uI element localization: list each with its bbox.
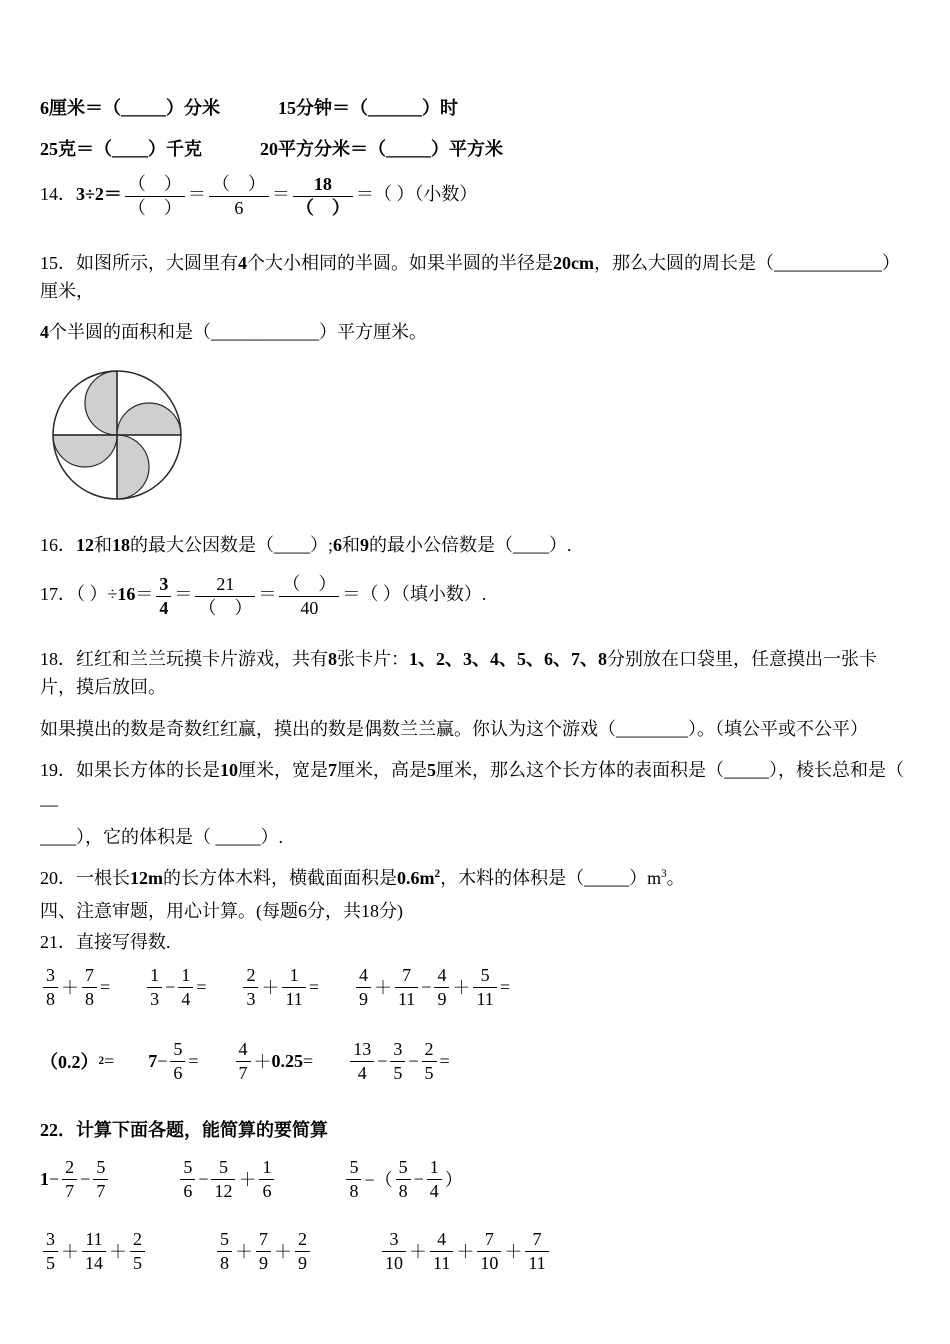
text-segment: ＝（ ）（小数） <box>355 184 478 205</box>
text-segment: 15分钟＝（______）时 <box>278 98 458 118</box>
text-segment: 分别放在口袋里，任意摸出一张卡片，摸后放回。 <box>40 649 877 697</box>
fraction-numerator: 3 <box>43 964 58 988</box>
fraction <box>293 173 353 219</box>
fraction-denominator: 10 <box>385 1252 403 1273</box>
fraction-denominator: （ ） <box>198 597 253 618</box>
text-segment: 6厘米＝（_____）分米 <box>40 98 220 118</box>
q15-line2 <box>40 318 912 346</box>
fraction-denominator: 14 <box>85 1252 103 1273</box>
q18-line1 <box>40 645 912 701</box>
fraction-denominator: 7 <box>96 1180 106 1201</box>
fraction-numerator: 2 <box>295 1228 310 1252</box>
text-segment: 25克＝（____）千克 <box>40 139 202 159</box>
fraction <box>422 1038 437 1084</box>
text-segment: = <box>439 1050 450 1071</box>
text-segment: 12m <box>130 868 163 888</box>
text-segment: ＝ <box>271 184 290 205</box>
fraction-numerator: 18 <box>293 173 353 197</box>
fraction <box>434 964 449 1010</box>
fraction <box>350 1038 374 1084</box>
fraction-denominator: 11 <box>433 1252 451 1273</box>
superscript: 2 <box>98 1055 105 1067</box>
text-segment: = <box>308 976 319 997</box>
text-segment: − <box>80 1168 91 1189</box>
fraction-denominator: 8 <box>398 1180 408 1201</box>
text-segment: ＋ <box>61 1242 79 1262</box>
superscript: 2 <box>434 868 441 880</box>
fraction <box>217 1228 232 1274</box>
text-segment: 如果摸出的数是奇数红红赢，摸出的数是偶数兰兰赢。你认为这个游戏（________）。（填公平或不公平） <box>40 719 868 739</box>
q20 <box>40 860 912 892</box>
q22-row1 <box>40 1156 912 1202</box>
fraction-denominator: 7 <box>238 1062 248 1083</box>
fraction-numerator: 5 <box>217 1228 232 1252</box>
superscript: 3 <box>661 868 667 880</box>
fraction-numerator: 2 <box>422 1038 437 1062</box>
conv-line-1 <box>40 94 912 122</box>
fraction-numerator: 3 <box>390 1038 405 1062</box>
fraction-denominator: 11 <box>528 1252 546 1273</box>
text-segment: 。 <box>666 868 685 888</box>
fraction-denominator: 11 <box>476 988 494 1009</box>
fraction-numerator: 1 <box>427 1156 442 1180</box>
text-segment: = <box>303 1050 314 1071</box>
fraction <box>43 964 58 1010</box>
text-segment: ，木料的体积是（_____）m <box>440 868 662 888</box>
text-segment: 厘米，那么这个长方体的表面积是（_____），棱长总和是（ __ <box>40 760 904 808</box>
fraction-denominator: 8 <box>46 988 55 1009</box>
fraction <box>473 964 496 1010</box>
text-segment: 10 <box>220 760 238 780</box>
text-segment: 8 <box>328 649 337 669</box>
q22-label <box>40 1116 912 1144</box>
text-segment: 7 <box>148 1050 158 1071</box>
fraction-denominator: 9 <box>298 1252 307 1273</box>
fraction-denominator: 5 <box>393 1062 403 1083</box>
fraction <box>243 964 258 1010</box>
text-segment: ＋ <box>409 1242 427 1262</box>
fraction-numerator: 4 <box>434 964 449 988</box>
fraction-denominator: 5 <box>424 1062 434 1083</box>
text-segment: 5 <box>427 760 436 780</box>
text-segment: 7 <box>328 760 337 780</box>
q17 <box>40 573 912 619</box>
text-segment: − <box>421 976 432 997</box>
fraction <box>43 1228 58 1274</box>
text-segment: 16 <box>117 584 136 605</box>
text-segment: 和 <box>342 535 361 555</box>
fraction-numerator: 1 <box>147 964 162 988</box>
text-segment: 的最小公倍数是（____）. <box>369 535 572 555</box>
text-segment: ＋ <box>238 1170 257 1190</box>
text-segment: 4 <box>40 322 49 342</box>
fraction <box>125 173 185 219</box>
text-segment: ____），它的体积是（ _____）. <box>40 827 283 847</box>
fraction-numerator: 3 <box>382 1228 406 1252</box>
fraction-denominator: 5 <box>46 1252 55 1273</box>
fraction-numerator: 2 <box>62 1156 77 1180</box>
pinwheel-circle-diagram <box>46 364 188 506</box>
fraction <box>525 1228 548 1274</box>
text-segment: 的最大公因数是（____）; <box>130 535 334 555</box>
fraction-denominator: 9 <box>259 1252 268 1273</box>
fraction-numerator: （ ） <box>209 173 269 197</box>
text-segment: 1 <box>40 1168 49 1189</box>
text-segment: ＝（ ）（填小数）. <box>342 584 487 605</box>
text-segment: ，那么大圆的周长是（____________）厘米， <box>40 253 900 301</box>
fraction-numerator: 5 <box>346 1156 361 1180</box>
text-segment: 的长方体木料，横截面面积是 <box>163 868 397 888</box>
fraction-numerator: 2 <box>130 1228 145 1252</box>
fraction <box>279 573 339 619</box>
fraction <box>130 1228 145 1274</box>
q21-label <box>40 928 912 956</box>
math-expression <box>148 1038 198 1084</box>
text-segment: ＋ <box>504 1242 523 1262</box>
text-segment: 厘米，高是 <box>337 760 427 780</box>
text-segment: − <box>408 1050 419 1071</box>
fraction <box>356 964 371 1010</box>
text-segment: − <box>198 1168 209 1189</box>
text-segment: 22．计算下面各题，能简算的要简算 <box>40 1120 328 1140</box>
fraction-denominator: 6 <box>262 1180 272 1201</box>
fraction <box>170 1038 185 1084</box>
fraction-numerator: 3 <box>43 1228 58 1252</box>
fraction-numerator: 4 <box>356 964 371 988</box>
pinwheel-figure <box>46 364 912 511</box>
fraction-numerator: （ ） <box>125 173 185 197</box>
text-segment: ＋ <box>61 978 79 998</box>
text-segment: 20平方分米＝（_____）平方米 <box>260 139 503 159</box>
text-segment: ＋ <box>109 1242 127 1262</box>
fraction-numerator: 4 <box>236 1038 251 1062</box>
text-segment: ） <box>444 1170 463 1190</box>
text-segment: 20cm <box>553 253 594 273</box>
fraction <box>82 964 97 1010</box>
q21-row2 <box>40 1038 912 1084</box>
text-segment: 6 <box>333 535 343 555</box>
q16 <box>40 531 912 559</box>
text-segment: ＝ <box>174 584 193 605</box>
math-expression <box>240 964 319 1010</box>
fraction-denominator: 8 <box>85 988 94 1009</box>
fraction-denominator: （ ） <box>295 197 350 218</box>
fraction <box>147 964 162 1010</box>
text-segment: 厘米，宽是 <box>238 760 328 780</box>
text-segment: 12 <box>76 535 94 555</box>
fraction-numerator: 21 <box>195 573 255 597</box>
math-expression <box>40 964 110 1010</box>
fraction <box>236 1038 251 1084</box>
text-segment: − <box>49 1168 60 1189</box>
text-segment: 20．一根长 <box>40 868 130 888</box>
fraction-numerator: 5 <box>211 1156 235 1180</box>
text-segment: 3÷2＝ <box>76 184 122 205</box>
text-segment: ＋ <box>261 978 280 998</box>
fraction <box>259 1156 274 1202</box>
fraction-denominator: 40 <box>300 597 319 618</box>
fraction-denominator: 11 <box>397 988 416 1009</box>
fraction <box>477 1228 501 1274</box>
fraction <box>396 1156 411 1202</box>
fraction-numerator: 5 <box>396 1156 411 1180</box>
text-segment: − <box>377 1050 388 1071</box>
fraction <box>211 1156 235 1202</box>
fraction-denominator: 5 <box>133 1252 142 1273</box>
fraction <box>295 1228 310 1274</box>
text-segment: 个大小相同的半圆。如果半圆的半径是 <box>247 253 553 273</box>
fraction <box>430 1228 453 1274</box>
fraction-denominator: 3 <box>150 988 160 1009</box>
fraction <box>427 1156 442 1202</box>
fraction <box>93 1156 108 1202</box>
fraction <box>382 1228 406 1274</box>
fraction-denominator: 4 <box>181 988 191 1009</box>
q19-line1 <box>40 756 912 812</box>
fraction-denominator: 4 <box>357 1062 367 1083</box>
text-segment: 19．如果长方体的长是 <box>40 760 220 780</box>
text-segment: ＋ <box>274 1242 292 1262</box>
fraction <box>395 964 418 1010</box>
fraction <box>82 1228 106 1274</box>
conv-line-2 <box>40 135 912 163</box>
fraction-denominator: 6 <box>234 197 244 218</box>
q15-line1 <box>40 249 912 305</box>
fraction-numerator: 2 <box>243 964 258 988</box>
text-segment: 14． <box>40 184 76 205</box>
text-segment: ＝ <box>135 584 154 605</box>
text-segment: ＋ <box>253 1052 272 1072</box>
fraction-numerator: 11 <box>82 1228 106 1252</box>
fraction-denominator: 9 <box>358 988 368 1009</box>
fraction-numerator: 7 <box>477 1228 501 1252</box>
text-segment: = <box>499 976 510 997</box>
fraction-numerator: 5 <box>93 1156 108 1180</box>
fraction-denominator: 8 <box>349 1180 359 1201</box>
text-segment: 9 <box>360 535 370 555</box>
text-segment: = <box>100 976 111 997</box>
text-segment: ＋ <box>235 1242 253 1262</box>
text-segment: ＋ <box>456 1242 475 1262</box>
fraction <box>209 173 269 219</box>
math-expression <box>177 1156 277 1202</box>
fraction <box>282 964 305 1010</box>
fraction-denominator: 8 <box>220 1252 229 1273</box>
fraction-denominator: 3 <box>246 988 256 1009</box>
text-segment: = <box>188 1050 199 1071</box>
q18-line2 <box>40 715 912 743</box>
fraction-numerator: 7 <box>82 964 97 988</box>
fraction-numerator: 13 <box>350 1038 374 1062</box>
fraction <box>180 1156 195 1202</box>
text-segment: = <box>104 1050 115 1071</box>
fraction-denominator: 4 <box>159 597 169 618</box>
q22-row2 <box>40 1228 912 1274</box>
fraction-denominator: 11 <box>285 988 303 1009</box>
text-segment: ＝ <box>187 184 206 205</box>
math-expression <box>40 1228 148 1274</box>
fraction-numerator: 4 <box>430 1228 453 1252</box>
text-segment: ＋ <box>373 978 392 998</box>
fraction <box>178 964 193 1010</box>
text-segment: ＝ <box>258 584 277 605</box>
fraction-numerator: 5 <box>180 1156 195 1180</box>
text-segment: 17．（ ）÷ <box>40 584 118 605</box>
fraction-denominator: 10 <box>480 1252 499 1273</box>
text-segment: 4 <box>238 253 247 273</box>
fraction-numerator: 1 <box>282 964 305 988</box>
fraction-numerator: 5 <box>473 964 496 988</box>
fraction-denominator: 7 <box>65 1180 75 1201</box>
math-expression <box>214 1228 313 1274</box>
text-segment: 18 <box>112 535 130 555</box>
text-segment: 18．红红和兰兰玩摸卡片游戏，共有 <box>40 649 328 669</box>
text-segment: − <box>157 1050 168 1071</box>
math-expression <box>347 1038 449 1084</box>
text-segment: = <box>196 976 207 997</box>
text-segment: − <box>413 1168 424 1189</box>
fraction-numerator: 7 <box>395 964 418 988</box>
fraction-numerator: 1 <box>259 1156 274 1180</box>
text-segment: 15．如图所示，大圆里有 <box>40 253 238 273</box>
fraction <box>390 1038 405 1084</box>
text-segment: 四、注意审题，用心计算。(每题6分，共18分) <box>40 901 403 921</box>
text-segment: 个半圆的面积和是（____________）平方厘米。 <box>49 322 427 342</box>
fraction-denominator: 6 <box>183 1180 193 1201</box>
fraction-denominator: （ ） <box>127 197 182 218</box>
fraction-denominator: 12 <box>214 1180 233 1201</box>
text-segment: 张卡片： <box>337 649 409 669</box>
pinwheel-outline <box>53 371 181 499</box>
text-segment: 21．直接写得数. <box>40 932 171 952</box>
fraction <box>156 573 171 619</box>
text-segment: 16． <box>40 535 76 555</box>
text-segment: ＋ <box>452 978 471 998</box>
fraction-numerator: 7 <box>256 1228 271 1252</box>
fraction <box>195 573 255 619</box>
math-expression <box>233 1038 314 1084</box>
text-segment: 0.6m <box>397 868 435 888</box>
section-4-heading <box>40 897 912 925</box>
fraction-denominator: 9 <box>437 988 447 1009</box>
fraction-numerator: 3 <box>156 573 171 597</box>
q21-row1 <box>40 964 912 1010</box>
fraction-numerator: （ ） <box>279 573 339 597</box>
fraction-denominator: 4 <box>429 1180 439 1201</box>
fraction <box>256 1228 271 1274</box>
text-segment: −（ <box>364 1170 393 1190</box>
math-expression <box>353 964 510 1010</box>
fraction-numerator: 7 <box>525 1228 548 1252</box>
text-segment: 1、2、3、4、5、6、7、8 <box>409 649 607 669</box>
math-expression <box>40 1156 111 1202</box>
q14 <box>40 173 912 219</box>
fraction-numerator: 5 <box>170 1038 185 1062</box>
text-segment: − <box>165 976 176 997</box>
fraction-numerator: 1 <box>178 964 193 988</box>
math-expression <box>40 1048 114 1074</box>
fraction <box>62 1156 77 1202</box>
math-expression <box>379 1228 552 1274</box>
text-segment: 和 <box>94 535 112 555</box>
math-expression <box>144 964 206 1010</box>
fraction <box>346 1156 361 1202</box>
text-segment: 0.25 <box>271 1050 304 1071</box>
q19-line2 <box>40 823 912 851</box>
fraction-denominator: 6 <box>173 1062 183 1083</box>
text-segment: （0.2） <box>40 1052 99 1072</box>
math-expression <box>343 1156 462 1202</box>
